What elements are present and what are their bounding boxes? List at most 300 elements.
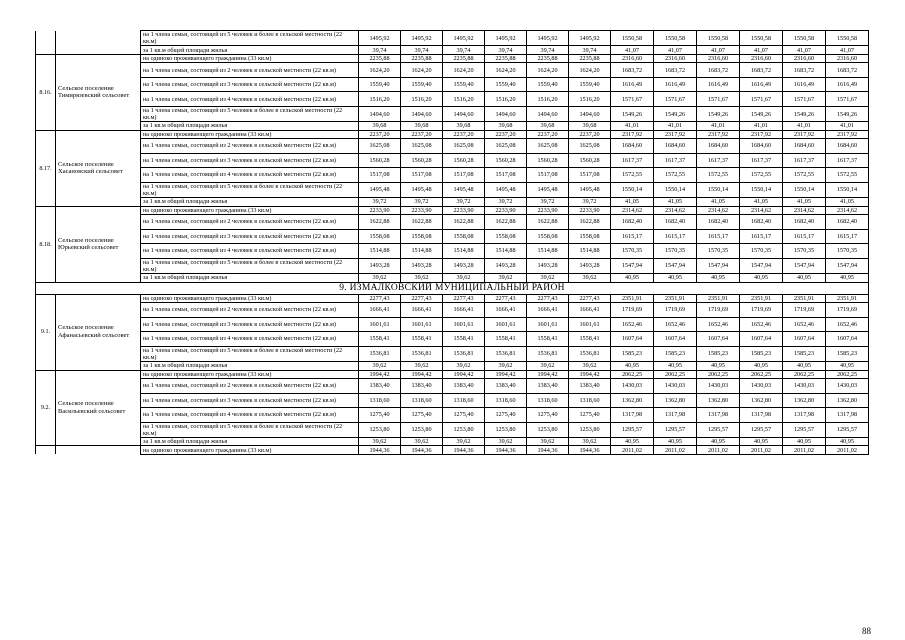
rate-value-cell: 2011,02	[611, 446, 654, 455]
rate-value-cell: 1571,67	[697, 92, 740, 107]
rate-value-cell: 1684,60	[826, 139, 869, 154]
rate-value-cell: 1994,42	[527, 370, 569, 379]
rate-value-cell: 1719,69	[740, 303, 783, 318]
rate-value-cell: 41,05	[826, 198, 869, 207]
rate-value-cell: 1536,81	[485, 346, 527, 361]
table-row	[36, 244, 869, 259]
rate-value-cell: 1572,55	[611, 168, 654, 183]
rate-value-cell: 2316,60	[783, 54, 826, 63]
rate-value-cell: 2351,91	[697, 294, 740, 303]
rate-value-cell: 2237,20	[443, 130, 485, 139]
rate-value-cell: 39,72	[569, 198, 611, 207]
rate-description: на 1 члена семьи, состоящей из 5 человек и более в сельской местности (22 кв.м)	[141, 182, 359, 197]
rate-value-cell: 1682,40	[740, 215, 783, 230]
rate-value-cell: 2011,02	[697, 446, 740, 455]
rate-value-cell: 2235,88	[527, 54, 569, 63]
rate-value-cell: 1682,40	[826, 215, 869, 230]
settlement-code	[36, 446, 56, 455]
rate-value-cell: 1295,57	[654, 422, 697, 437]
rate-description: на 1 члена семьи, состоящей из 2 человек в сельской местности (22 кв.м)	[141, 63, 359, 78]
rate-value-cell: 2317,92	[783, 130, 826, 139]
rate-value-cell: 2011,02	[783, 446, 826, 455]
rate-value-cell: 1572,55	[740, 168, 783, 183]
rate-value-cell: 1514,88	[485, 244, 527, 259]
rate-value-cell: 1517,08	[359, 168, 401, 183]
rate-value-cell: 1683,72	[654, 63, 697, 78]
rate-value-cell: 1622,88	[569, 215, 611, 230]
rate-value-cell: 41,07	[783, 46, 826, 55]
rate-value-cell: 39,68	[485, 122, 527, 131]
rate-value-cell: 2314,62	[654, 206, 697, 215]
rate-value-cell: 1624,20	[443, 63, 485, 78]
settlement-code: 8.18.	[36, 206, 56, 282]
rate-value-cell: 1516,20	[401, 92, 443, 107]
rate-value-cell: 1362,80	[740, 393, 783, 408]
rate-value-cell: 1944,36	[359, 446, 401, 455]
rate-value-cell: 1560,28	[359, 153, 401, 168]
rate-value-cell: 1275,40	[485, 408, 527, 423]
rate-value-cell: 2233,90	[527, 206, 569, 215]
table-row	[36, 274, 869, 283]
rate-value-cell: 1616,49	[826, 77, 869, 92]
rate-value-cell: 1494,60	[401, 106, 443, 121]
rate-value-cell: 1318,60	[485, 393, 527, 408]
rate-value-cell: 1550,58	[826, 31, 869, 46]
rate-description: на одиноко проживающего гражданина (33 кв.м)	[141, 370, 359, 379]
rate-value-cell: 2237,20	[359, 130, 401, 139]
rate-value-cell: 2277,43	[527, 294, 569, 303]
rate-value-cell: 1622,88	[527, 215, 569, 230]
rate-value-cell: 1558,41	[527, 332, 569, 347]
rate-value-cell: 1495,48	[359, 182, 401, 197]
rate-value-cell: 41,01	[826, 122, 869, 131]
rate-value-cell: 39,74	[527, 46, 569, 55]
settlement-name	[56, 446, 141, 455]
table-row	[36, 229, 869, 244]
rate-value-cell: 41,01	[697, 122, 740, 131]
rate-value-cell: 1253,80	[527, 422, 569, 437]
table-row	[36, 362, 869, 371]
rate-value-cell: 1607,64	[654, 332, 697, 347]
rate-value-cell: 41,01	[740, 122, 783, 131]
rate-value-cell: 39,74	[401, 46, 443, 55]
settlement-name: Сельское поселение Афанасьевский сельсовет	[56, 294, 141, 370]
rate-value-cell: 39,72	[401, 198, 443, 207]
rate-value-cell: 1683,72	[740, 63, 783, 78]
settlement-name: Сельское поселение Юрьевский сельсовет	[56, 206, 141, 282]
rate-value-cell: 1253,80	[569, 422, 611, 437]
rate-description: на 1 члена семьи, состоящей из 3 человек в сельской местности (22 кв.м)	[141, 317, 359, 332]
rate-value-cell: 1624,20	[569, 63, 611, 78]
rate-value-cell: 1617,37	[826, 153, 869, 168]
rate-value-cell: 1275,40	[359, 408, 401, 423]
rate-value-cell: 1601,61	[401, 317, 443, 332]
table-row	[36, 332, 869, 347]
rate-value-cell: 1318,60	[401, 393, 443, 408]
rate-value-cell: 1493,28	[569, 258, 611, 273]
rate-value-cell: 1666,41	[527, 303, 569, 318]
rate-description: на 1 члена семьи, состоящей из 5 человек и более в сельской местности (22 кв.м)	[141, 31, 359, 46]
rate-value-cell: 39,62	[443, 437, 485, 446]
rate-value-cell: 40,95	[611, 437, 654, 446]
rate-description: на 1 члена семьи, состоящей из 3 человек в сельской местности (22 кв.м)	[141, 77, 359, 92]
rate-value-cell: 1536,81	[527, 346, 569, 361]
rate-value-cell: 2235,88	[359, 54, 401, 63]
rate-value-cell: 1615,17	[611, 229, 654, 244]
rate-value-cell: 1622,88	[401, 215, 443, 230]
rate-description: на 1 члена семьи, состоящей из 5 человек и более в сельской местности (22 кв.м)	[141, 422, 359, 437]
rate-value-cell: 1624,20	[359, 63, 401, 78]
rate-value-cell: 1517,08	[527, 168, 569, 183]
rate-description: на одиноко проживающего гражданина (33 кв.м)	[141, 294, 359, 303]
rate-description: за 1 кв.м общей площади жилья	[141, 362, 359, 371]
table-row	[36, 63, 869, 78]
rate-value-cell: 1495,48	[401, 182, 443, 197]
rate-value-cell: 39,62	[527, 437, 569, 446]
rate-value-cell: 1560,28	[569, 153, 611, 168]
rate-description: на 1 члена семьи, состоящей из 4 человек в сельской местности (22 кв.м)	[141, 92, 359, 107]
rate-value-cell: 1570,35	[783, 244, 826, 259]
rate-value-cell: 40,95	[697, 274, 740, 283]
rate-value-cell: 1558,41	[485, 332, 527, 347]
rate-description: на 1 члена семьи, состоящей из 2 человек в сельской местности (22 кв.м)	[141, 139, 359, 154]
rate-value-cell: 40,95	[783, 362, 826, 371]
rate-value-cell: 1616,49	[697, 77, 740, 92]
rate-value-cell: 1684,60	[697, 139, 740, 154]
rate-value-cell: 41,07	[740, 46, 783, 55]
rate-value-cell: 1318,60	[569, 393, 611, 408]
rate-value-cell: 1625,08	[401, 139, 443, 154]
rate-value-cell: 1295,57	[611, 422, 654, 437]
rate-value-cell: 2062,25	[740, 370, 783, 379]
rate-value-cell: 41,07	[826, 46, 869, 55]
rate-value-cell: 1571,67	[654, 92, 697, 107]
rate-value-cell: 2277,43	[569, 294, 611, 303]
rate-value-cell: 1495,92	[443, 31, 485, 46]
rate-value-cell: 1570,35	[697, 244, 740, 259]
rate-value-cell: 1684,60	[654, 139, 697, 154]
rate-value-cell: 1549,26	[654, 106, 697, 121]
rate-value-cell: 1560,28	[527, 153, 569, 168]
rate-value-cell: 2235,88	[569, 54, 611, 63]
rate-description: на одиноко проживающего гражданина (33 кв.м)	[141, 446, 359, 455]
rate-value-cell: 1318,60	[443, 393, 485, 408]
table-row	[36, 393, 869, 408]
rate-value-cell: 1495,48	[569, 182, 611, 197]
rate-value-cell: 2351,91	[740, 294, 783, 303]
rate-value-cell: 39,62	[401, 362, 443, 371]
rate-value-cell: 39,62	[401, 437, 443, 446]
rate-value-cell: 1601,61	[359, 317, 401, 332]
rate-value-cell: 1383,40	[401, 379, 443, 394]
rate-value-cell: 1558,41	[569, 332, 611, 347]
rate-value-cell: 1558,41	[443, 332, 485, 347]
rate-value-cell: 39,62	[359, 362, 401, 371]
rate-value-cell: 1430,03	[826, 379, 869, 394]
rate-value-cell: 1607,64	[740, 332, 783, 347]
rate-value-cell: 1275,40	[527, 408, 569, 423]
rate-description: за 1 кв.м общей площади жилья	[141, 198, 359, 207]
rate-value-cell: 1430,03	[697, 379, 740, 394]
rate-value-cell: 1558,08	[401, 229, 443, 244]
rate-value-cell: 1622,88	[443, 215, 485, 230]
rate-value-cell: 2237,20	[527, 130, 569, 139]
rate-value-cell: 1585,23	[697, 346, 740, 361]
rate-value-cell: 1558,08	[569, 229, 611, 244]
rate-value-cell: 1430,03	[611, 379, 654, 394]
rate-value-cell: 1617,37	[697, 153, 740, 168]
rate-value-cell: 2277,43	[359, 294, 401, 303]
rate-value-cell: 2277,43	[485, 294, 527, 303]
table-row	[36, 54, 869, 63]
rate-value-cell: 1682,40	[783, 215, 826, 230]
rate-value-cell: 1383,40	[569, 379, 611, 394]
rate-description: на 1 члена семьи, состоящей из 2 человек в сельской местности (22 кв.м)	[141, 379, 359, 394]
rate-value-cell: 2316,60	[611, 54, 654, 63]
rate-value-cell: 40,95	[654, 437, 697, 446]
rate-value-cell: 1572,55	[783, 168, 826, 183]
rate-value-cell: 1549,26	[611, 106, 654, 121]
rate-value-cell: 1495,48	[527, 182, 569, 197]
rate-value-cell: 41,01	[654, 122, 697, 131]
rate-value-cell: 1558,08	[527, 229, 569, 244]
settlement-name: Сельское поселение Тимирязевский сельсовет	[56, 54, 141, 130]
rate-value-cell: 1571,67	[740, 92, 783, 107]
rate-value-cell: 1275,40	[401, 408, 443, 423]
rate-value-cell: 1652,46	[826, 317, 869, 332]
rate-value-cell: 1317,98	[826, 408, 869, 423]
rate-value-cell: 1493,28	[359, 258, 401, 273]
rate-value-cell: 40,95	[783, 274, 826, 283]
rate-value-cell: 2233,90	[485, 206, 527, 215]
rate-value-cell: 1547,94	[697, 258, 740, 273]
table-row	[36, 215, 869, 230]
rate-value-cell: 2062,25	[783, 370, 826, 379]
rate-value-cell: 40,95	[783, 437, 826, 446]
rate-value-cell: 1550,58	[611, 31, 654, 46]
rate-value-cell: 1516,20	[359, 92, 401, 107]
rate-value-cell: 39,68	[359, 122, 401, 131]
rate-value-cell: 40,95	[740, 437, 783, 446]
page-number: 88	[862, 626, 871, 636]
rate-value-cell: 1549,26	[697, 106, 740, 121]
rate-value-cell: 2235,88	[485, 54, 527, 63]
rate-value-cell: 1719,69	[697, 303, 740, 318]
rate-value-cell: 1625,08	[569, 139, 611, 154]
rate-value-cell: 41,07	[611, 46, 654, 55]
rate-value-cell: 1517,08	[443, 168, 485, 183]
rate-value-cell: 2314,62	[740, 206, 783, 215]
rate-value-cell: 1617,37	[654, 153, 697, 168]
rate-value-cell: 1495,92	[527, 31, 569, 46]
rate-value-cell: 1550,14	[740, 182, 783, 197]
rate-value-cell: 1536,81	[569, 346, 611, 361]
rate-value-cell: 1549,26	[826, 106, 869, 121]
table-row	[36, 198, 869, 207]
settlement-code	[36, 31, 56, 55]
district-header-row	[36, 282, 869, 294]
rate-description: на 1 члена семьи, состоящей из 4 человек в сельской местности (22 кв.м)	[141, 244, 359, 259]
rate-value-cell: 1622,88	[485, 215, 527, 230]
rate-value-cell: 1560,28	[401, 153, 443, 168]
rate-value-cell: 39,72	[359, 198, 401, 207]
rate-value-cell: 1560,28	[443, 153, 485, 168]
rate-value-cell: 1558,41	[401, 332, 443, 347]
rate-value-cell: 1317,98	[654, 408, 697, 423]
rate-value-cell: 1585,23	[783, 346, 826, 361]
rate-value-cell: 2314,62	[826, 206, 869, 215]
rate-value-cell: 1616,49	[611, 77, 654, 92]
rate-value-cell: 1719,69	[783, 303, 826, 318]
rate-value-cell: 1317,98	[697, 408, 740, 423]
rate-value-cell: 1430,03	[783, 379, 826, 394]
district-title: 9. ИЗМАЛКОВСКИЙ МУНИЦИПАЛЬНЫЙ РАЙОН	[36, 282, 869, 294]
rate-value-cell: 1549,26	[740, 106, 783, 121]
rate-value-cell: 1516,20	[569, 92, 611, 107]
rate-value-cell: 1517,08	[401, 168, 443, 183]
rate-value-cell: 41,07	[697, 46, 740, 55]
rate-value-cell: 1495,92	[401, 31, 443, 46]
rate-value-cell: 1585,23	[826, 346, 869, 361]
settlement-code: 8.17.	[36, 130, 56, 206]
rate-value-cell: 1682,40	[611, 215, 654, 230]
rate-value-cell: 1317,98	[783, 408, 826, 423]
rate-description: на одиноко проживающего гражданина (33 кв.м)	[141, 54, 359, 63]
rate-value-cell: 1558,08	[359, 229, 401, 244]
rate-value-cell: 40,95	[826, 437, 869, 446]
rate-value-cell: 1547,94	[783, 258, 826, 273]
rate-value-cell: 2233,90	[401, 206, 443, 215]
table-row	[36, 77, 869, 92]
rate-value-cell: 1318,60	[359, 393, 401, 408]
rate-value-cell: 39,68	[401, 122, 443, 131]
rate-value-cell: 39,74	[359, 46, 401, 55]
rate-value-cell: 1550,58	[697, 31, 740, 46]
rate-value-cell: 1652,46	[654, 317, 697, 332]
table-row	[36, 294, 869, 303]
rate-value-cell: 1682,40	[654, 215, 697, 230]
rate-value-cell: 41,05	[654, 198, 697, 207]
rate-value-cell: 1516,20	[527, 92, 569, 107]
tariff-table	[35, 30, 869, 455]
rate-value-cell: 1495,92	[359, 31, 401, 46]
rate-value-cell: 1622,88	[359, 215, 401, 230]
rate-value-cell: 39,62	[569, 437, 611, 446]
rate-value-cell: 39,68	[527, 122, 569, 131]
rate-value-cell: 1617,37	[783, 153, 826, 168]
rate-value-cell: 1514,88	[359, 244, 401, 259]
rate-value-cell: 2351,91	[783, 294, 826, 303]
rate-value-cell: 1601,61	[443, 317, 485, 332]
rate-value-cell: 39,72	[443, 198, 485, 207]
rate-value-cell: 1585,23	[654, 346, 697, 361]
rate-value-cell: 40,95	[826, 362, 869, 371]
rate-value-cell: 1615,17	[783, 229, 826, 244]
rate-value-cell: 1494,60	[569, 106, 611, 121]
table-row	[36, 31, 869, 46]
rate-value-cell: 1317,98	[611, 408, 654, 423]
rate-value-cell: 1719,69	[654, 303, 697, 318]
rate-value-cell: 1536,81	[401, 346, 443, 361]
rate-value-cell: 2062,25	[611, 370, 654, 379]
rate-value-cell: 39,74	[443, 46, 485, 55]
rate-value-cell: 1994,42	[443, 370, 485, 379]
rate-value-cell: 2237,20	[485, 130, 527, 139]
rate-value-cell: 1517,08	[569, 168, 611, 183]
rate-value-cell: 1362,80	[826, 393, 869, 408]
rate-value-cell: 1571,67	[826, 92, 869, 107]
rate-value-cell: 39,62	[569, 274, 611, 283]
rate-value-cell: 1318,60	[527, 393, 569, 408]
rate-value-cell: 39,62	[527, 362, 569, 371]
table-row	[36, 370, 869, 379]
rate-value-cell: 1362,80	[611, 393, 654, 408]
rate-value-cell: 1550,14	[783, 182, 826, 197]
rate-value-cell: 1495,92	[485, 31, 527, 46]
rate-value-cell: 1558,08	[485, 229, 527, 244]
rate-value-cell: 2314,62	[611, 206, 654, 215]
rate-value-cell: 1652,46	[697, 317, 740, 332]
rate-value-cell: 1617,37	[740, 153, 783, 168]
rate-description: на 1 члена семьи, состоящей из 3 человек в сельской местности (22 кв.м)	[141, 393, 359, 408]
rate-value-cell: 1652,46	[611, 317, 654, 332]
rate-value-cell: 1550,14	[697, 182, 740, 197]
rate-value-cell: 1570,35	[654, 244, 697, 259]
rate-value-cell: 1493,28	[401, 258, 443, 273]
rate-value-cell: 1944,36	[443, 446, 485, 455]
rate-value-cell: 1944,36	[485, 446, 527, 455]
rate-value-cell: 1430,03	[654, 379, 697, 394]
rate-value-cell: 41,07	[654, 46, 697, 55]
rate-value-cell: 1514,88	[569, 244, 611, 259]
rate-value-cell: 1624,20	[527, 63, 569, 78]
rate-value-cell: 1683,72	[611, 63, 654, 78]
rate-value-cell: 1560,28	[485, 153, 527, 168]
rate-value-cell: 1275,40	[569, 408, 611, 423]
rate-value-cell: 2011,02	[654, 446, 697, 455]
rate-value-cell: 2011,02	[826, 446, 869, 455]
rate-value-cell: 1516,20	[443, 92, 485, 107]
rate-value-cell: 39,62	[443, 362, 485, 371]
rate-value-cell: 2233,90	[569, 206, 611, 215]
rate-value-cell: 40,95	[697, 437, 740, 446]
rate-value-cell: 1617,37	[611, 153, 654, 168]
rate-value-cell: 40,95	[611, 362, 654, 371]
rate-value-cell: 1607,64	[783, 332, 826, 347]
rate-value-cell: 1615,17	[654, 229, 697, 244]
rate-value-cell: 1570,35	[740, 244, 783, 259]
rate-value-cell: 1383,40	[485, 379, 527, 394]
rate-value-cell: 39,68	[569, 122, 611, 131]
rate-value-cell: 1666,41	[485, 303, 527, 318]
rate-value-cell: 40,95	[611, 274, 654, 283]
rate-description: на 1 члена семьи, состоящей из 2 человек в сельской местности (22 кв.м)	[141, 303, 359, 318]
table-row	[36, 106, 869, 121]
rate-value-cell: 1536,81	[443, 346, 485, 361]
rate-value-cell: 2011,02	[740, 446, 783, 455]
table-row	[36, 437, 869, 446]
rate-value-cell: 1625,08	[359, 139, 401, 154]
rate-value-cell: 39,72	[527, 198, 569, 207]
rate-value-cell: 1683,72	[783, 63, 826, 78]
rate-value-cell: 1652,46	[740, 317, 783, 332]
rate-value-cell: 39,62	[569, 362, 611, 371]
rate-value-cell: 41,01	[783, 122, 826, 131]
rate-description: на 1 члена семьи, состоящей из 3 человек в сельской местности (22 кв.м)	[141, 153, 359, 168]
rate-value-cell: 2316,60	[697, 54, 740, 63]
rate-value-cell: 1362,80	[697, 393, 740, 408]
rate-value-cell: 1317,98	[740, 408, 783, 423]
